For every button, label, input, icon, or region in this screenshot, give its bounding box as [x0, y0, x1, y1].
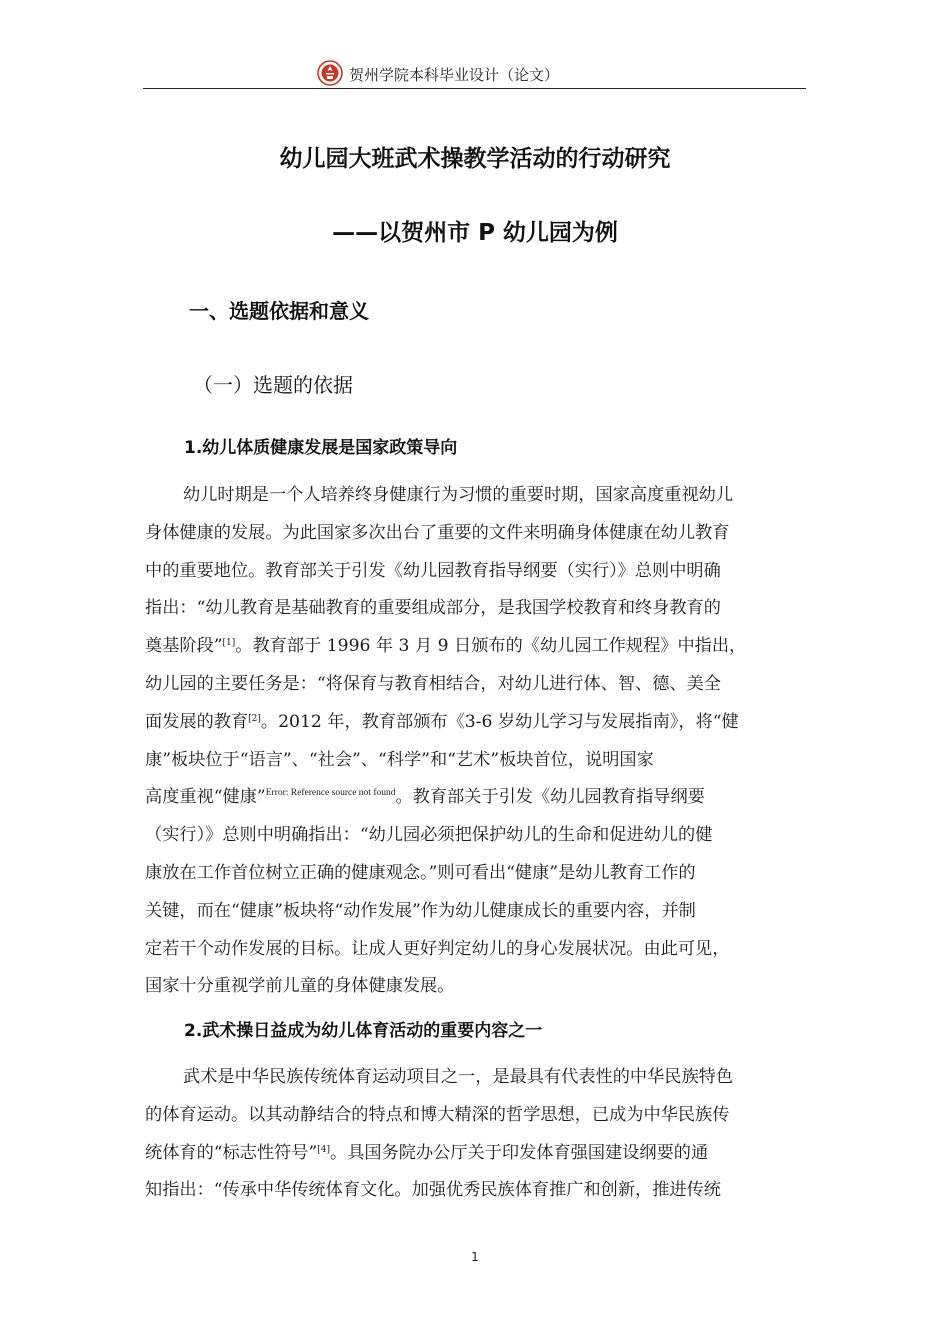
line-text: 。2012 年，教育部颁布《3-6 岁幼儿学习与发展指南》，将“健	[260, 711, 739, 732]
paragraph-line: 幼儿园的主要任务是：“将保育与教育相结合，对幼儿进行体、智、德、美全	[145, 673, 721, 694]
subsection-heading: （一）选题的依据	[193, 373, 353, 397]
paragraph-line	[145, 628, 807, 666]
paragraph-line	[145, 1135, 807, 1173]
thesis-subtitle: ——以贺州市 P 幼儿园为例	[332, 220, 618, 246]
section-heading: 一、选题依据和意义	[189, 299, 369, 323]
paragraph-line: （实行）》总则中明确指出：“幼儿园必须把保护幼儿的生命和促进幼儿的健	[145, 825, 713, 846]
page-number: 1	[471, 1250, 479, 1264]
citation-ref: [4]	[317, 1144, 331, 1155]
paragraph-2	[145, 1059, 807, 1210]
paragraph-line: 定若干个动作发展的目标。让成人更好判定幼儿的身心发展状况。由此可见，	[145, 938, 730, 959]
point-heading-2: 2.武术操日益成为幼儿体育活动的重要内容之一	[184, 1021, 543, 1041]
paragraph-line: 知指出：“传承中华传统体育文化。加强优秀民族体育推广和创新，推进传统	[145, 1180, 721, 1201]
line-text: 统体育的“标志性符号”	[145, 1142, 318, 1163]
citation-ref: [2]	[248, 713, 261, 724]
line-text: 高度重视“健康”	[145, 787, 266, 808]
paragraph-line	[145, 704, 807, 742]
paragraph-line: 国家十分重视学前儿童的身体健康发展。	[145, 976, 455, 997]
paragraph-1	[145, 477, 807, 1006]
running-header	[143, 60, 806, 90]
thesis-title: 幼儿园大班武术操教学活动的行动研究	[279, 146, 671, 172]
paragraph-line: 中的重要地位。教育部关于引发《幼儿园教育指导纲要（实行）》总则中明确	[145, 560, 721, 581]
paragraph-line: 身体健康的发展。为此国家多次出台了重要的文件来明确身体健康在幼儿教育	[145, 522, 730, 543]
header-title: 贺州学院本科毕业设计（论文）	[349, 66, 560, 84]
paragraph-line	[145, 779, 807, 817]
paragraph-line: 康放在工作首位树立正确的健康观念。”则可看出“健康”是幼儿教育工作的	[145, 862, 696, 883]
paragraph-line: 武术是中华民族传统体育运动项目之一，是最具有代表性的中华民族特色	[183, 1067, 734, 1087]
line-text: 面发展的教育	[145, 711, 249, 732]
paragraph-line: 康”板块位于“语言”、“社会”、“科学”和“艺术”板块首位，说明国家	[145, 749, 654, 770]
paragraph-line: 指出：“幼儿教育是基础教育的重要组成部分，是我国学校教育和终身教育的	[145, 598, 721, 619]
line-text: 。具国务院办公厅关于印发体育强国建设纲要的通	[330, 1142, 709, 1163]
line-text: 。教育部于 1996 年 3 月 9 日颁布的《幼儿园工作规程》中指出，	[235, 636, 747, 657]
paragraph-line: 的体育运动。以其动静结合的特点和博大精深的哲学思想，已成为中华民族传	[145, 1104, 730, 1125]
line-text: 。教育部关于引发《幼儿园教育指导纲要	[395, 787, 705, 808]
point-heading-1: 1.幼儿体质健康发展是国家政策导向	[184, 438, 458, 458]
header-rule	[143, 88, 806, 89]
paragraph-line: 关键，而在“健康”板块将“动作发展”作为幼儿健康成长的重要内容，并制	[145, 900, 696, 921]
paragraph-line: 幼儿时期是一个人培养终身健康行为习惯的重要时期，国家高度重视幼儿	[183, 485, 734, 505]
university-seal-icon	[317, 60, 343, 86]
citation-ref: [1]	[222, 638, 236, 649]
reference-error: Error: Reference source not found	[265, 788, 396, 799]
line-text: 奠基阶段”	[145, 636, 223, 657]
